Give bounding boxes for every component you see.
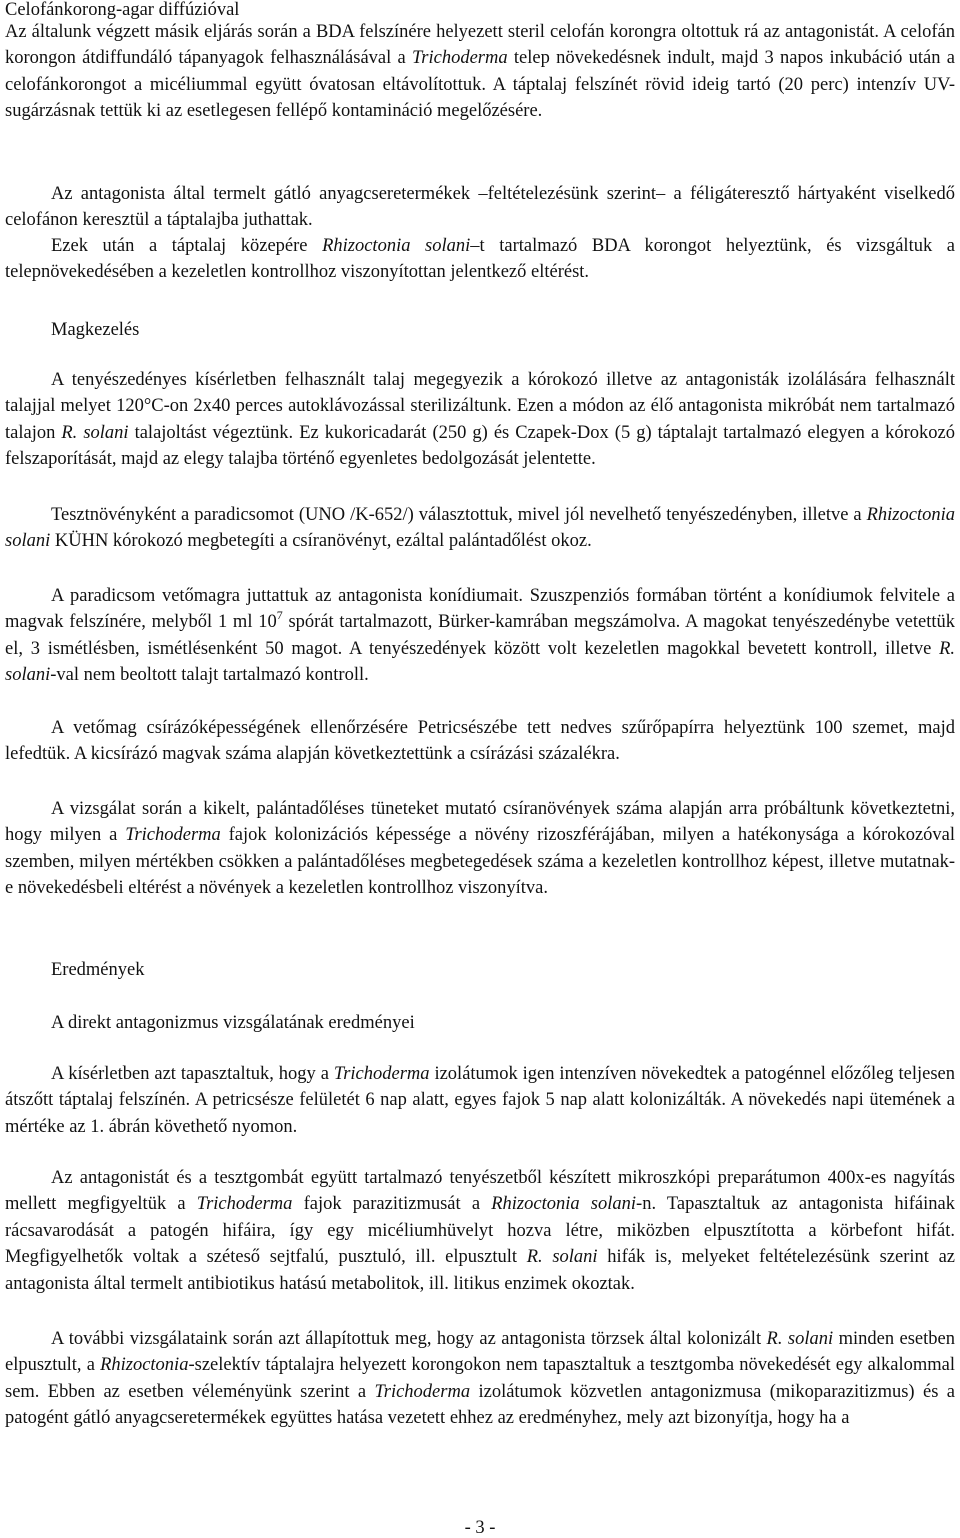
- italic-species-name: R. solani: [61, 422, 129, 443]
- italic-species-name: R. solani: [526, 1247, 598, 1268]
- text-run: fajok kolonizációs képessége a növény rizoszférájában, milyen a hatékonysága a kórokozóval szemben, milyen mértékben csökken a palántadőléses megbetegedések száma a kezeletlen kontrollhoz képest, illetve mutatnak-e növekedésbeli eltérést a növények a kezeletlen kontrollhoz viszonyítva.: [5, 825, 956, 899]
- paragraph: [5, 233, 955, 286]
- paragraph: [5, 1061, 955, 1140]
- text-run: A vetőmag csírázóképességének ellenőrzésére Petricsészébe tett nedves szűrőpapírra helyeztünk 100 szemet, majd lefedtük. A kicsírázó magvak száma alapján következtettünk a csírázási százalékra.: [5, 718, 955, 765]
- text-run: A kísérletben azt tapasztaltuk, hogy a: [51, 1064, 334, 1084]
- page-number: - 3 -: [464, 1518, 496, 1538]
- italic-species-name: Trichoderma: [412, 48, 508, 69]
- text-run: hifák is, melyeket feltételezésünk szerint az antagonista által termelt antibiotikus hatású metabolitok, ill. litikus enzimek okoztak.: [5, 1247, 956, 1294]
- text-run: A tenyészedényes kísérletben felhasznált talaj megegyezik a kórokozó illetve az antagonisták izolálására felhasznált talajjal melyet 120°C-on 2x40 perces autoklávozással sterilizáltunk. Ezen a módon az élő antagonista mikróbát nem tartalmazó talajon: [5, 370, 955, 443]
- text-run: A paradicsom vetőmagra juttattuk az antagonista konídiumait. Szuszpenziós formában történt a konídiumok felvitele a magvak felszínére, melyből 1 ml 10: [5, 586, 955, 633]
- paragraph: [5, 181, 955, 234]
- text-run: izolátumok igen intenzíven növekedtek a patogénnel előzőleg teljesen átszőtt táptalaj felszínén. A petricsésze felületét 6 nap alatt, egyes fajok 5 nap alatt kolonizálták. A növekedés napi ütemének a mértéke az 1. ábrán követhető nyomon.: [5, 1064, 956, 1137]
- text-run: Az antagonista által termelt gátló anyagcseretermékek –feltételezésünk szerint– a féligáteresztő hártyaként viselkedő celofánon keresztül a táptalajba juthattak.: [5, 184, 955, 231]
- text-run: talajoltást végeztünk. Ez kukoricadarát (250 g) és Czapek-Dox (5 g) táptalajt tartalmazó elegyen a kórokozó felszaporítását, majd az elegy talajba történő egyenletes bedolgozását jelentette.: [5, 422, 956, 470]
- section-heading-eredmenyek: Eredmények: [51, 960, 145, 980]
- text-run: -n. Tapasztaltuk az antagonista hifáinak rácsavarodását a patogén hifáira, így egy micéliumhüvelyt hozva létre, miközben elpusztította a körbefont hifát. Megfigyelhetők voltak a széteső sejtfalú, pusztuló, ill. elpusztult: [5, 1194, 955, 1268]
- italic-species-name: Trichoderma: [196, 1194, 293, 1215]
- italic-species-name: Trichoderma: [333, 1064, 430, 1084]
- paragraph: [5, 502, 955, 555]
- italic-species-name: Rhizoctonia solani: [491, 1194, 637, 1215]
- text-run: spórát tartalmazott, Bürker-kamrában megszámolva. A magokat tenyészedénybe vetettük el, 3 ismétlésben, ismétlésenként 50 magot. A tenyészedények között volt kezeletlen magokkal bevetett kontroll, illetve: [5, 612, 955, 659]
- italic-species-name: Rhizoctonia solani: [5, 505, 955, 552]
- section-heading-celofan: Celofánkorong-agar diffúzióval: [5, 0, 240, 20]
- text-run: KÜHN kórokozó megbetegíti a csíranövényt, ezáltal palántadőlést okoz.: [50, 531, 592, 552]
- text-run: Ezek után a táptalaj közepére: [51, 236, 323, 256]
- paragraph: [5, 715, 955, 768]
- paragraph: [5, 796, 955, 902]
- paragraph: [5, 1165, 955, 1297]
- superscript-text: 7: [276, 608, 283, 623]
- text-run: Az antagonistát és a tesztgombát együtt tartalmazó tenyészetből készített mikroszkópi preparátumon 400x-es nagyítás mellett megfigyeltük a: [5, 1168, 955, 1215]
- italic-species-name: Rhizoctonia: [100, 1355, 189, 1376]
- paragraph: [5, 583, 955, 689]
- italic-species-name: Trichoderma: [374, 1381, 471, 1402]
- italic-species-name: Trichoderma: [125, 825, 221, 846]
- paragraph: [5, 19, 955, 125]
- text-run: fajok parazitizmusát a: [292, 1194, 492, 1215]
- text-run: Tesztnövényként a paradicsomot (UNO /K-652/) választottuk, mivel jól nevelhető tenyészedényben, illetve a: [51, 505, 867, 525]
- paragraph: [5, 1326, 955, 1432]
- text-run: minden esetben elpusztult, a: [5, 1329, 955, 1376]
- subsection-heading: A direkt antagonizmus vizsgálatának eredményei: [51, 1013, 415, 1033]
- text-run: A vizsgálat során a kikelt, palántadőléses tüneteket mutató csíranövények száma alapján arra próbáltunk következtetni, hogy milyen a: [5, 799, 955, 846]
- text-run: A további vizsgálataink során azt állapítottuk meg, hogy az antagonista törzsek által kolonizált: [51, 1329, 767, 1349]
- paragraph: [5, 367, 955, 473]
- text-run: -szelektív táptalajra helyezett korongokon nem tapasztaltuk a tesztgomba növekedését egy alkalommal sem. Ebben az esetben véleményünk szerint a: [5, 1355, 955, 1402]
- text-run: Az általunk végzett másik eljárás során a BDA felszínére helyezett steril celofán korongra oltottuk rá az antagonistát. A celofán korongon átdiffundáló tápanyagok felhasználásával a: [5, 22, 955, 69]
- text-run: izolátumok közvetlen antagonizmusa (mikoparazitizmus) és a patogént gátló anyagcseretermékek együttes hatása vezetett ehhez az eredményhez, mely azt bizonyítja, hogy ha a: [5, 1381, 955, 1429]
- section-heading-magkezeles: Magkezelés: [51, 320, 140, 340]
- text-run: telep növekedésnek indult, majd 3 napos inkubáció után a celofánkorongot a micéliummal együtt óvatosan eltávolítottuk. A táptalaj felszínét rövid ideig tartó (20 perc) intenzív UV-sugárzásnak tettük ki az esetlegesen fellépő kontamináció megelőzésére.: [5, 48, 955, 122]
- italic-species-name: Rhizoctonia solani: [322, 236, 471, 256]
- italic-species-name: R. solani: [766, 1329, 834, 1349]
- text-run: -val nem beoltott talajt tartalmazó kontroll.: [50, 665, 369, 686]
- italic-species-name: R. solani: [5, 638, 955, 686]
- text-run: –t tartalmazó BDA korongot helyeztünk, és vizsgáltuk a telepnövekedésében a kezeletlen kontrollhoz viszonyítottan jelentkező eltérést.: [5, 236, 955, 283]
